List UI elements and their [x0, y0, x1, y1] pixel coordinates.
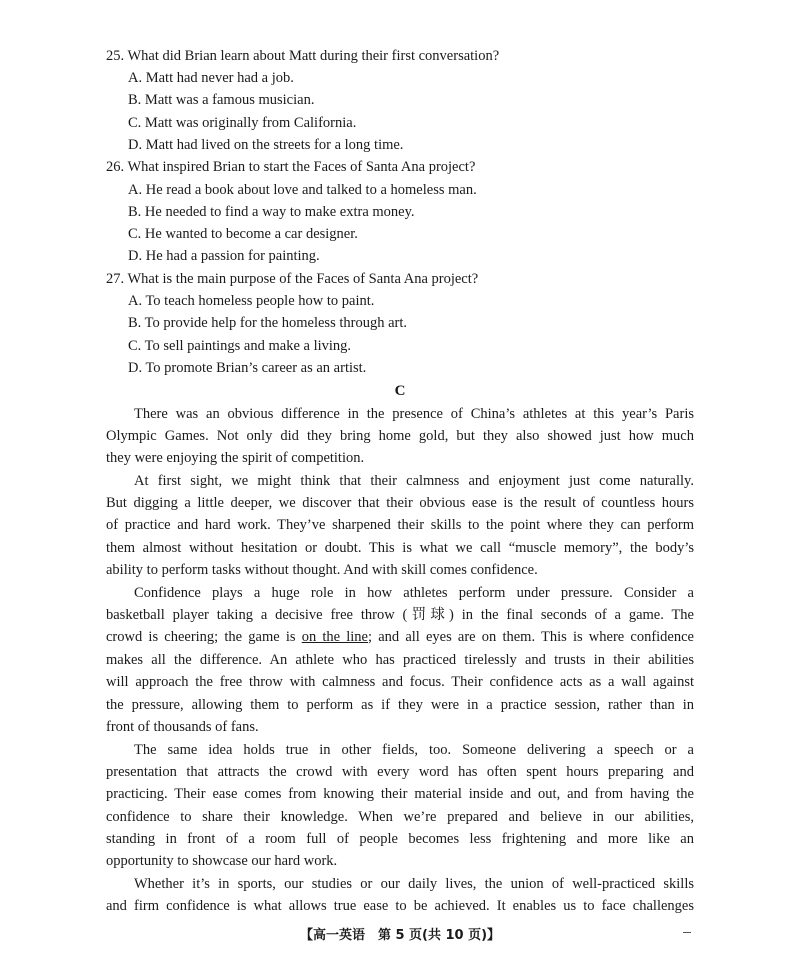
- passage-line-with-underline: [106, 628, 694, 646]
- passage-line: will approach the free throw with calmness and focus. Their confidence acts as a wall against: [106, 674, 694, 690]
- passage-line: But digging a little deeper, we discover that their obvious ease is the result of countless hours: [106, 495, 694, 511]
- passage-line: opportunity to showcase our hard work.: [106, 853, 338, 869]
- question-27-option-c: C. To sell paintings and make a living.: [128, 338, 352, 354]
- passage-line: and firm confidence is what allows true ease to be achieved. It enables us to face challenges: [106, 898, 694, 914]
- underlined-phrase: on the line: [301, 629, 368, 645]
- passage-line: confidence to share their knowledge. When we’re prepared and believe in our abilities,: [106, 809, 694, 825]
- question-26-stem: 26. What inspired Brian to start the Faces of Santa Ana project?: [106, 159, 476, 175]
- question-26-option-c: C. He wanted to become a car designer.: [128, 226, 358, 242]
- passage-line: makes all the difference. An athlete who has practiced tirelessly and trusts in their abilities: [106, 652, 694, 668]
- passage-text: ; and all eyes are on them. This is where confidence: [368, 629, 694, 645]
- question-25-stem: 25. What did Brian learn about Matt during their first conversation?: [106, 48, 500, 64]
- passage-line: of practice and hard work. They’ve sharpened their skills to the point where they can perform: [106, 517, 694, 533]
- footer-mark: [683, 932, 691, 933]
- question-27-option-a: A. To teach homeless people how to paint.: [128, 293, 375, 309]
- question-26-option-b: B. He needed to find a way to make extra money.: [128, 204, 415, 220]
- question-27-option-b: B. To provide help for the homeless through art.: [128, 315, 407, 331]
- passage-line: Whether it’s in sports, our studies or our daily lives, the union of well-practiced skills: [134, 876, 694, 892]
- question-25-option-b: B. Matt was a famous musician.: [128, 92, 315, 108]
- question-27-option-d: D. To promote Brian’s career as an artist.: [128, 360, 367, 376]
- passage-line: There was an obvious difference in the presence of China’s athletes at this year’s Paris: [134, 406, 694, 422]
- passage-line: Confidence plays a huge role in how athletes perform under pressure. Consider a: [134, 585, 694, 601]
- page-footer: 【高一英语 第 5 页(共 10 页)】: [299, 928, 501, 943]
- passage-text: crowd is cheering; the game is: [106, 629, 302, 645]
- passage-line: standing in front of a room full of people becomes less frightening and more like an: [106, 831, 694, 847]
- passage-line: they were enjoying the spirit of competition.: [106, 450, 365, 466]
- passage-line: At first sight, we might think that their calmness and enjoyment just come naturally.: [134, 473, 694, 489]
- passage-line: presentation that attracts the crowd with every word has often spent hours preparing and: [106, 764, 694, 780]
- passage-line: Olympic Games. Not only did they bring home gold, but they also showed just how much: [106, 428, 694, 444]
- question-27-stem: 27. What is the main purpose of the Faces of Santa Ana project?: [106, 271, 479, 287]
- question-25-option-a: A. Matt had never had a job.: [128, 70, 294, 86]
- passage-line: practicing. Their ease comes from knowing their material inside and out, and from having the: [106, 786, 694, 802]
- question-26-option-a: A. He read a book about love and talked to a homeless man.: [128, 182, 477, 198]
- passage-line: front of thousands of fans.: [106, 719, 259, 735]
- question-25-option-d: D. Matt had lived on the streets for a long time.: [128, 137, 404, 153]
- passage-line: The same idea holds true in other fields, too. Someone delivering a speech or a: [134, 742, 694, 758]
- passage-line: the pressure, allowing them to perform as if they were in a practice session, rather than in: [106, 697, 694, 713]
- passage-line: ability to perform tasks without thought. And with skill comes confidence.: [106, 562, 538, 578]
- passage-line: basketball player taking a decisive free throw (罚球) in the final seconds of a game. The: [106, 607, 694, 623]
- question-25-option-c: C. Matt was originally from California.: [128, 115, 357, 131]
- question-26-option-d: D. He had a passion for painting.: [128, 248, 320, 264]
- section-heading: C: [394, 383, 406, 399]
- passage-line: them almost without hesitation or doubt. This is what we call “muscle memory”, the body’s: [106, 540, 694, 556]
